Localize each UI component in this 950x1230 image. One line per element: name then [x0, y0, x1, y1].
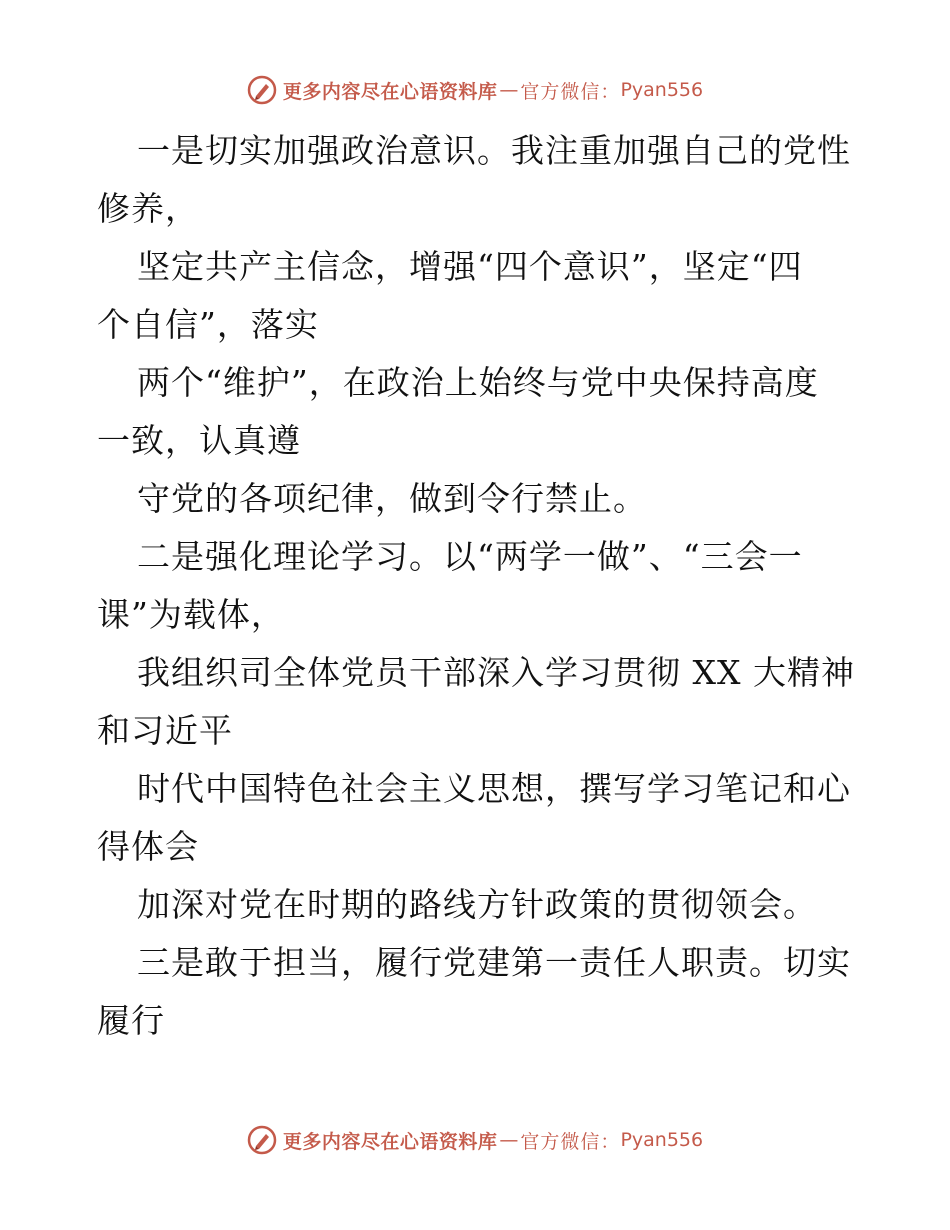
text-line: 一致，认真遵: [97, 421, 301, 460]
footer-wechat-id: Pyan556: [620, 1129, 704, 1151]
text-line: 三是敢于担当，履行党建第一责任人职责。切实: [137, 943, 851, 982]
footer-main-text: 更多内容尽在心语资料库: [282, 1130, 498, 1153]
text-line: 坚定共产主信念，增强“四个意识”，坚定“四: [137, 247, 803, 286]
text-line: 个自信”，落实: [97, 305, 319, 344]
text-line: 一是切实加强政治意识。我注重加强自己的党性: [137, 131, 851, 170]
footer-dash: —: [499, 1129, 519, 1151]
text-line: 加深对党在时期的路线方针政策的贯彻领会。: [137, 885, 817, 924]
text-line: 我组织司全体党员干部深入学习贯彻 XX 大精神: [137, 653, 855, 692]
header-banner: [0, 70, 950, 110]
text-line: 和习近平: [97, 711, 233, 750]
text-line: 两个“维护”，在政治上始终与党中央保持高度: [137, 363, 819, 402]
header-main-text: 更多内容尽在心语资料库: [282, 80, 498, 103]
text-line: 履行: [97, 1001, 165, 1040]
footer-wechat-label: 官方微信：: [520, 1130, 621, 1153]
text-line: 修养，: [97, 189, 199, 228]
pen-logo-icon: [247, 1125, 277, 1155]
text-line: 时代中国特色社会主义思想，撰写学习笔记和心: [137, 769, 851, 808]
pen-logo-icon: [247, 75, 277, 105]
text-line: 得体会: [97, 827, 199, 866]
document-body: [97, 122, 857, 1050]
text-line: 二是强化理论学习。以“两学一做”、“三会一: [137, 537, 803, 576]
text-line: 守党的各项纪律，做到令行禁止。: [137, 479, 647, 518]
text-line: 课”为载体，: [97, 595, 285, 634]
header-wechat-label: 官方微信：: [520, 80, 621, 103]
header-wechat-id: Pyan556: [620, 79, 704, 101]
header-dash: —: [499, 79, 519, 101]
footer-banner: [0, 1120, 950, 1160]
